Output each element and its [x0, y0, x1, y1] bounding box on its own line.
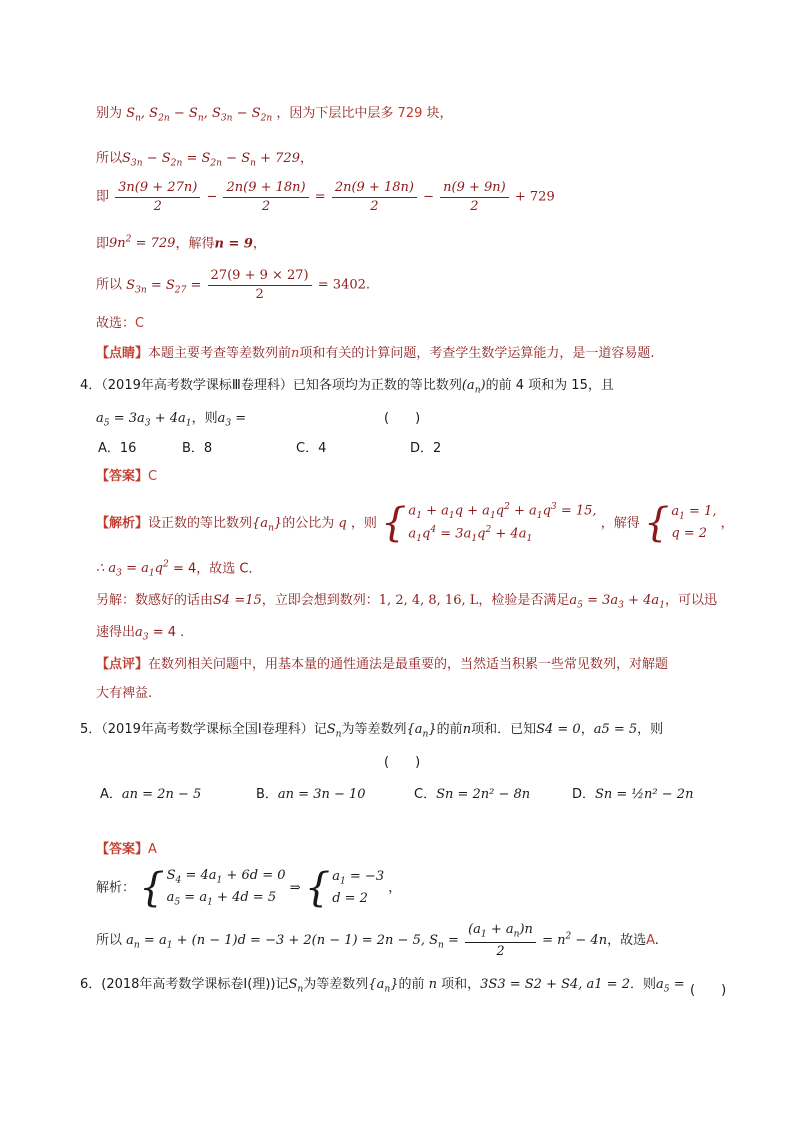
q4-alt-s4: S4 =15 — [213, 593, 262, 608]
step1-line — [96, 151, 313, 170]
q6-stem1: 记 — [275, 977, 289, 992]
step1-label: 所以 — [96, 151, 123, 166]
q6-number: 6． — [80, 977, 102, 992]
q4-number: 4． — [80, 378, 102, 393]
q4-review-line1 — [96, 657, 668, 673]
intro-number: 729 — [397, 106, 423, 121]
q4-ask: ，则 — [191, 411, 218, 426]
q6-stem-line: 6．(2018年高考数学课标卷Ⅰ(理))记$S_n$为等差数列$\{a_n\}$的前 n 项和，3S3 = S2 + S4, a1 = 2．则$a_5$ = — [80, 977, 685, 995]
q4-alt1: 另解：数感好的话由 — [96, 593, 214, 608]
q5-system: { $S_4 = 4a_1 + 6d = 0$ $a_5 = a_1 + 4d = 5$ — [139, 865, 286, 912]
step2-label: 即 — [96, 189, 110, 205]
q4-alt-line1: 另解：数感好的话由S4 =15，立即会想到数列：1, 2, 4, 8, 16, L，检验是否满足$a_5 = 3a_3 + 4a_1$，可以迅 — [96, 593, 717, 611]
step2-frac2: $\frac{2n(9 + 18n)}{2}$ — [223, 180, 308, 214]
intro-line — [96, 106, 453, 125]
q4-alt6: = 4 . — [152, 625, 185, 640]
q5-option-d-letter: D． — [572, 787, 596, 802]
q6-paren: ( ) — [690, 983, 727, 998]
q5-stem5: ，则 — [637, 722, 664, 737]
step4-frac: $\frac{27(9 + 9 \times 27)}{2}$ — [208, 268, 312, 302]
step2-frac4: $\frac{n(9 + 9n)}{2}$ — [440, 180, 509, 214]
q4-review1: 在数列相关问题中，用基本量的通性通法是最重要的，当然适当积累一些常见数列，对解题 — [148, 657, 669, 672]
q5-option-a — [100, 787, 201, 803]
q4-cond-line: $a_5 = 3a_3 + 4a_1$，则$a_3$ = — [96, 411, 247, 429]
comment3-var: n — [291, 346, 300, 361]
q5-stem1: 记 — [313, 722, 327, 737]
step2-line: 即 $\frac{3n(9 + 27n)}{2}$ − $\frac{2n(9 + 18n)}{2}$ = $\frac{2n(9 + 18n)}{2}$ − $\frac{n(9 + 9n)}{2}$ + 729 — [96, 180, 555, 214]
q5-conclusion-frac: $\frac{(a_1 + a_n)n}{2}$ — [465, 922, 536, 959]
answer3-line — [96, 316, 144, 332]
q4-alt-seq: 1, 2, 4, 8, 16, L — [378, 593, 479, 608]
step1-expr: $S_{3n} - S_{2n} = S_{2n} - S_n + 729$ — [122, 151, 300, 169]
q5-answer: A — [148, 842, 157, 857]
intro-sums-expr: $S_n$, $S_{2n} - S_n$, $S_{3n} - S_{2n}$ — [126, 106, 273, 124]
q5-option-b-expr: an = 3n − 10 — [277, 787, 366, 802]
step3-result: n = 9 — [214, 236, 253, 252]
q4-stem: 已知各项均为正数的等比数列 — [292, 378, 462, 393]
q5-option-c — [414, 787, 530, 803]
q4-alt2: ，立即会想到数列： — [261, 593, 379, 608]
q4-analysis-tag: 【解析】 — [96, 515, 149, 531]
step2-frac1: $\frac{3n(9 + 27n)}{2}$ — [115, 180, 200, 214]
q5-conclusion-end: . — [654, 933, 659, 949]
q5-option-a-letter: A． — [100, 787, 122, 802]
q5-option-b-letter: B． — [256, 787, 278, 802]
step4-end: . — [365, 277, 371, 293]
q4-analysis-then: ，则 — [350, 515, 377, 531]
q5-source: （2019年高考数学课标全国Ⅰ卷理科） — [101, 722, 314, 737]
q5-analysis-line: 解析： { $S_4 = 4a_1 + 6d = 0$ $a_5 = a_1 + 4d = 5$ ⇒ { $a_1 = -3$ d = 2 ， — [96, 865, 402, 912]
step3-line — [96, 235, 266, 252]
q4-solution: { $a_1 = 1$, q = 2 — [643, 500, 717, 547]
comment3-tag: 【点睛】 — [96, 346, 149, 361]
answer3-choice: C — [135, 316, 145, 331]
q4-answer-tag: 【答案】 — [96, 469, 149, 484]
intro-suffix: 块， — [426, 106, 453, 121]
step3-mid: ，解得 — [175, 236, 215, 252]
intro-prefix: 别为 — [96, 106, 123, 121]
q4-alt-line2: 速得出$a_3 = 4$ . — [96, 625, 185, 643]
step4-line: 所以 $S_{3n} = S_{27}$ = $\frac{27(9 + 9 \times 27)}{2}$ = 3402. — [96, 268, 371, 302]
q5-option-d-expr: Sn = ½n² − 2n — [595, 787, 694, 802]
q4-review2: 大有裨益. — [96, 686, 153, 701]
q5-option-a-expr: an = 2n − 5 — [121, 787, 202, 802]
q6-cond: 3S3 = S2 + S4, a1 = 2 — [480, 977, 630, 992]
q5-option-c-expr: Sn = 2n² − 8n — [436, 787, 531, 802]
q4-option-b: B．8 — [182, 441, 213, 456]
q5-answer-line — [96, 842, 157, 858]
q5-conclusion-choice: A — [646, 933, 655, 949]
q4-cond: $a_5 = 3a_3 + 4a_1$ — [96, 411, 192, 429]
q4-paren: ( ) — [384, 411, 421, 426]
q5-analysis-label: 解析： — [96, 880, 136, 896]
q4-alt5: 速得出 — [96, 625, 136, 640]
q6-stem5: 则 — [643, 977, 657, 992]
step2-frac3: $\frac{2n(9 + 18n)}{2}$ — [332, 180, 417, 214]
q6-stem3: 的前 — [398, 977, 425, 992]
q5-conclusion-label: 所以 — [96, 933, 123, 949]
q5-paren: ( ) — [384, 755, 421, 770]
q4-solve: ，解得 — [600, 515, 640, 531]
q4-conclusion-line: ∴ $a_3 = a_1q^2 = 4$，故选 C． — [96, 560, 262, 579]
q4-stem-line: 4．（2019年高考数学课标Ⅲ卷理科）已知各项均为正数的等比数列$(a_n)$的前 4 项和为 15，且 — [80, 378, 614, 396]
q4-alt3: ，检验是否满足 — [478, 593, 570, 608]
q4-answer-line — [96, 469, 157, 485]
q4-analysis-line: 【解析】设正数的等比数列$\{a_n\}$的公比为 q ，则 { $a_1 + a_1q + a_1q^2 + a_1q^3 = 15$, $a_1q^4 = 3a_1q^2 + 4a_1$ ，解得 { $a_1 = 1$, q = 2 ， — [96, 500, 734, 547]
q4-alt4: ，可以迅 — [664, 593, 717, 608]
answer3-label: 故选： — [96, 316, 136, 331]
q5-cond2: a5 = 5 — [593, 722, 638, 737]
q6-stem4: 项和， — [441, 977, 481, 992]
q4-option-a: A．16 — [98, 441, 137, 456]
q5-cond1: S4 = 0 — [536, 722, 581, 737]
q4-option-d: D．2 — [410, 441, 442, 456]
comment3-pre: 本题主要考查等差数列前 — [148, 346, 292, 361]
q5-option-b — [256, 787, 366, 803]
q4-source: （2019年高考数学课标Ⅲ卷理科） — [101, 378, 293, 393]
q4-analysis-mid: 的公比为 — [282, 515, 335, 531]
q5-option-d — [572, 787, 693, 803]
step1-end: ， — [299, 151, 313, 166]
step3-expr: $9n^2 = 729$ — [109, 235, 176, 252]
step4-result: = 3402 — [317, 277, 366, 293]
step3-label: 即 — [96, 236, 110, 252]
step3-end: ， — [252, 236, 266, 252]
q5-conclusion-line: 所以 $a_n = a_1 + (n - 1)d = -3 + 2(n - 1) = 2n - 5$, $S_n$ = $\frac{(a_1 + a_n)n}{2}$ = $n^2 - 4n$，故选A. — [96, 922, 659, 959]
q5-answer-tag: 【答案】 — [96, 842, 149, 857]
q6-stem2: 为等差数列 — [303, 977, 369, 992]
q5-stem4: 项和．已知 — [471, 722, 537, 737]
q4-system: { $a_1 + a_1q + a_1q^2 + a_1q^3 = 15$, $a_1q^4 = 3a_1q^2 + 4a_1$ — [380, 500, 597, 547]
q5-stem2: 为等差数列 — [341, 722, 407, 737]
q4-answer: C — [148, 469, 158, 484]
q5-stem3: 的前 — [436, 722, 463, 737]
step4-label: 所以 — [96, 277, 123, 293]
q5-number: 5． — [80, 722, 102, 737]
q4-option-c: C．4 — [296, 441, 327, 456]
q4-stem2: 的前 4 项和为 15，且 — [485, 378, 614, 393]
comment3-post: 项和有关的计算问题，考查学生数学运算能力，是一道容易题. — [299, 346, 655, 361]
q6-source: (2018年高考数学课标卷Ⅰ(理)) — [101, 977, 276, 992]
q4-review-tag: 【点评】 — [96, 657, 149, 672]
comment3-line — [96, 346, 655, 362]
q5-stem-line: 5．（2019年高考数学课标全国Ⅰ卷理科）记$S_n$为等差数列$\{a_n\}$的前n项和．已知S4 = 0，a5 = 5，则 — [80, 722, 664, 740]
q5-option-c-letter: C． — [414, 787, 437, 802]
intro-middle: ，因为下层比中层多 — [276, 106, 394, 121]
q4-analysis-pre: 设正数的等比数列 — [148, 515, 253, 531]
q5-solution: { $a_1 = -3$ d = 2 — [304, 865, 385, 912]
q5-conclusion-tail: ，故选 — [607, 933, 647, 949]
q4-conclusion: = 4，故选 C． — [172, 561, 262, 577]
